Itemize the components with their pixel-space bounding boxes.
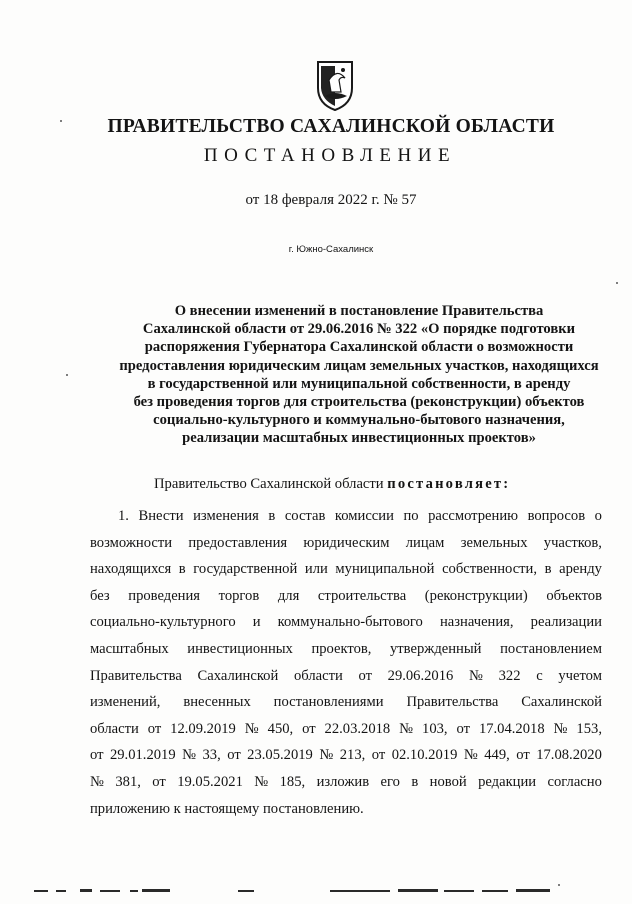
paragraph-word: 02.10.2019 [391,747,458,764]
paragraph-word: Сахалинской [521,694,602,711]
coat-of-arms-icon [315,58,355,112]
subject-line: реализации масштабных инвестиционных проектов» [182,430,536,447]
paragraph-word: проведения [128,587,201,604]
paragraph-word: реализации [530,614,602,631]
paragraph-word: коммунально-бытового [277,614,423,631]
resolution-intro [154,476,510,493]
government-title: ПРАВИТЕЛЬСТВО САХАЛИНСКОЙ ОБЛАСТИ [107,116,555,137]
paragraph-word: 22.03.2018 [324,720,391,737]
paragraph-word: от [152,773,166,790]
paragraph-line [90,583,602,610]
paragraph-word: № [399,720,414,737]
paragraph-line [90,689,602,716]
paragraph-word: участков, [543,534,602,551]
scan-speck [66,374,68,376]
paragraph-word: № [553,720,568,737]
paragraph-word: Сахалинской [197,667,279,684]
paragraph-word: для [277,587,300,604]
subject-line: в государственной или муниципальной собственности, в аренду [147,375,571,392]
paragraph-word: 153, [576,720,602,737]
paragraph-word: в [178,561,186,578]
paragraph-word: 381, [115,773,141,790]
paragraph-line [90,636,602,663]
paragraph-line [90,556,602,583]
paragraph-word: находящихся [90,561,172,578]
paragraph-word: возможности [90,534,173,551]
subject-line: предоставления юридическим лицам земельных участков, находящихся [119,357,599,374]
paragraph-word: по [403,508,419,524]
paragraph-word: масштабных [90,640,169,657]
paragraph-word: № [254,773,269,790]
paragraph-word: 23.05.2019 [247,747,313,764]
paragraph-word: согласно [547,773,602,790]
paragraph-line [90,503,602,530]
document-date-number: от 18 февраля 2022 г. № 57 [245,192,417,208]
paragraph-word: 213, [339,747,366,764]
paragraph-word: Правительства [406,694,499,711]
paragraph-word: предоставления [188,534,288,551]
paragraph-word: 33, [202,747,221,764]
subject-line: без проведения торгов для строительства (реконструкции) объектов [133,394,585,411]
paragraph-word: от [516,747,530,764]
paragraph-word: от [147,720,162,737]
paragraph-word: его [380,773,400,790]
scan-speck [558,884,560,886]
paragraph-word: в [411,773,419,790]
paragraph-word: 450, [267,720,294,737]
paragraph-word: от [456,720,470,737]
paragraph-word: о [594,508,602,524]
paragraph-word: новой [429,773,467,790]
paragraph-word: постановлением [500,640,602,657]
paragraph-word: вопросов [527,508,586,524]
paragraph-word: внесенных [183,694,251,711]
paragraph-word: Внести [138,508,184,524]
paragraph-word: 185, [279,773,306,790]
paragraph-word: постановлениями [273,694,384,711]
paragraph-word: области [293,667,343,684]
paragraph-1 [90,503,602,822]
paragraph-line [90,742,602,769]
paragraph-word: 19.05.2021 [177,773,243,790]
paragraph-word: утвержденный [390,640,482,657]
paragraph-word: 29.01.2019 [109,747,176,764]
paragraph-word: без [90,587,110,604]
paragraph-word: собственности, [442,561,538,578]
paragraph-word: инвестиционных [187,640,293,657]
paragraph-word: объектов [546,587,602,604]
paragraph-word: проектов, [311,640,372,657]
paragraph-word: изменений, [90,694,161,711]
paragraph-word: 17.08.2020 [536,747,602,764]
paragraph-word: назначения, [439,614,514,631]
paragraph-word: от [90,747,104,764]
paragraph-word: или [304,561,328,578]
paragraph-word: в [544,561,552,578]
paragraph-word: 103, [422,720,448,737]
paragraph-word: в [268,508,276,524]
paragraph-word: рассмотрению [428,508,519,524]
paragraph-word: строительства [317,587,407,604]
paragraph-word: 449, [484,747,510,764]
paragraph-word: от [302,720,316,737]
paragraph-word: социально-культурного [90,614,236,631]
paragraph-word: земельных [460,534,528,551]
paragraph-word: области [90,720,139,737]
paragraph-word: изменения [193,508,259,524]
paragraph-line [90,716,602,743]
paragraph-word: 17.04.2018 [478,720,545,737]
document-city: г. Южно-Сахалинск [288,244,374,255]
paragraph-word: муниципальной [335,561,435,578]
paragraph-line [90,530,602,557]
paragraph-word: и [252,614,261,631]
paragraph-word: редакции [478,773,537,790]
document-subject [118,302,600,448]
paragraph-word: № [319,747,334,764]
paragraph-line [90,769,602,796]
paragraph-line [90,609,602,636]
paragraph-word: от [358,667,372,684]
paragraph-word: № [182,747,197,764]
intro-prefix: Правительство Сахалинской области [154,476,384,492]
scan-speck [616,282,618,284]
paragraph-word: № [469,667,483,684]
paragraph-word: 12.09.2019 [170,720,236,737]
subject-line: Сахалинской области от 29.06.2016 № 322 «О порядке подготовки [142,321,576,338]
intro-verb: постановляет: [387,476,511,492]
paragraph-line [90,663,602,690]
paragraph-word: (реконструкции) [424,587,528,604]
subject-line: распоряжения Губернатора Сахалинской области о возможности [144,339,574,356]
paragraph-word: от [227,747,241,764]
paragraph-word: торгов [218,587,260,604]
subject-line: социально-культурного и коммунально-бытового назначения, [153,412,565,429]
subject-line: О внесении изменений в постановление Правительства [174,303,544,319]
scan-artifact-marks [0,884,632,898]
document-type: ПОСТАНОВЛЕНИЕ [203,145,457,166]
paragraph-word: аренду [559,561,602,578]
paragraph-word: № [90,773,104,790]
paragraph-word: № [244,720,259,737]
paragraph-word: 1. [118,508,129,524]
paragraph-word: учетом [558,667,602,684]
paragraph-word: изложив [316,773,370,790]
paragraph-word: 29.06.2016 [387,667,454,684]
paragraph-word: 322 [498,667,521,684]
paragraph-word: комиссии [334,508,394,524]
paragraph-word: государственной [193,561,298,578]
scan-speck [60,120,62,122]
paragraph-word: Правительства [90,667,182,684]
paragraph-word: юридическим [303,534,390,551]
paragraph-word: лицам [405,534,445,551]
paragraph-word: № [463,747,478,764]
paragraph-word: с [536,667,543,684]
paragraph-word: приложению к настоящему постановлению. [90,800,364,817]
paragraph-word: состав [284,508,326,524]
paragraph-line [90,796,602,823]
paragraph-word: от [371,747,386,764]
